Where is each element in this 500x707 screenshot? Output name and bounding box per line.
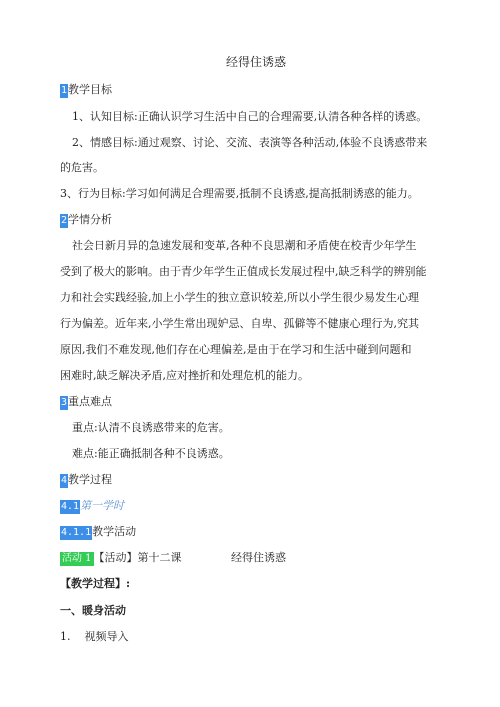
section-number: 1: [61, 85, 68, 96]
goal-line: 1、认知目标:正确认识学习生活中自己的合理需要,认清各种各样的诱惑。: [72, 110, 428, 123]
step-number: 1.: [60, 630, 71, 643]
activity-badge: 活动 1: [62, 553, 92, 564]
analysis-line: 力和社会实践经验,加上小学生的独立意识较差,所以小学生很少易发生心理: [60, 291, 419, 304]
process-heading: 【教学过程】:: [60, 577, 131, 590]
section-heading-process: [60, 473, 112, 488]
section-number: 4: [61, 475, 68, 486]
step-line: [60, 630, 129, 644]
goal-line: 的危害。: [60, 161, 104, 174]
section-heading-keypoints: [60, 395, 112, 410]
activity-text: 【活动】第十二课: [93, 551, 182, 564]
activity-title: 经得住诱惑: [231, 551, 286, 564]
subsection-heading-lesson: [60, 499, 124, 514]
section-heading-goals: [60, 83, 112, 98]
warmup-heading: 一、暖身活动: [60, 604, 126, 617]
analysis-line: 社会日新月异的急速发展和变革,各种不良思潮和矛盾使在校青少年学生: [72, 239, 417, 252]
section-heading-analysis: [60, 213, 112, 228]
section-title: 教学活动: [92, 525, 137, 538]
section-number: 4.1.1: [61, 527, 92, 538]
section-title: 重点难点: [68, 395, 113, 408]
section-number: 4.1: [61, 501, 80, 512]
subsubsection-heading-activity: [60, 525, 136, 540]
analysis-line: 受到了极大的影响。由于青少年学生正值成长发展过程中,缺乏科学的辨别能: [60, 265, 427, 278]
analysis-line: 原因,我们不难发现,他们存在心理偏差,是由于在学习和生活中碰到问题和: [60, 343, 412, 356]
goal-line: 2、情感目标:通过观察、讨论、交流、表演等各种活动,体验不良诱惑带来: [72, 136, 428, 149]
analysis-line: 行为偏差。近年来,小学生常出现妒忌、自卑、孤僻等不健康心理行为,究其: [60, 317, 419, 330]
section-title: 学情分析: [68, 213, 113, 226]
activity-line: [60, 551, 182, 566]
document-title: 经得住诱惑: [226, 55, 287, 69]
step-text: 视频导入: [84, 630, 129, 643]
section-number: 2: [61, 215, 68, 226]
section-title: 教学目标: [68, 83, 113, 96]
analysis-line: 困难时,缺乏解决矛盾,应对挫折和处理危机的能力。: [60, 369, 309, 382]
section-title: 第一学时: [80, 499, 125, 512]
goal-line: 3、行为目标:学习如何满足合理需要,抵制不良诱惑,提高抵制诱惑的能力。: [60, 187, 419, 200]
key-point-line: 难点:能正确抵制各种不良诱惑。: [72, 447, 230, 460]
key-point-line: 重点:认清不良诱惑带来的危害。: [72, 421, 230, 434]
section-number: 3: [61, 397, 68, 408]
section-title: 教学过程: [68, 473, 113, 486]
